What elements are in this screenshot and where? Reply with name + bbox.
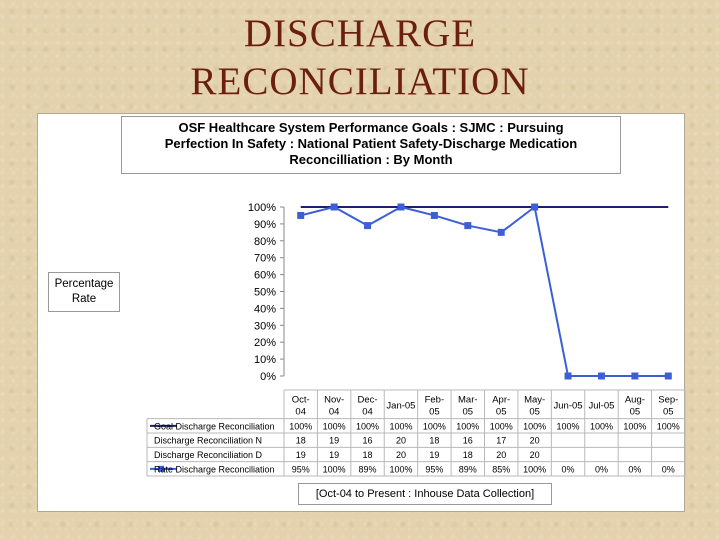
rate-point bbox=[397, 204, 404, 211]
y-tick-label: 0% bbox=[260, 371, 276, 383]
rate-point bbox=[364, 222, 371, 229]
x-tick-label: 04 bbox=[362, 406, 373, 418]
table-cell: 100% bbox=[656, 421, 680, 432]
table-cell: 100% bbox=[422, 421, 446, 432]
x-tick-label: Oct- bbox=[291, 394, 310, 406]
x-tick-label: 05 bbox=[495, 406, 507, 418]
table-cell: 18 bbox=[362, 450, 373, 460]
x-tick-label: 04 bbox=[328, 406, 340, 418]
table-cell: 18 bbox=[462, 450, 473, 460]
table-cell: 19 bbox=[295, 450, 306, 460]
x-tick-label: Nov- bbox=[324, 394, 345, 406]
rate-point bbox=[297, 212, 304, 219]
x-tick-label: 05 bbox=[429, 406, 440, 418]
x-tick-label: Aug- bbox=[624, 394, 645, 406]
table-cell: 100% bbox=[623, 421, 647, 432]
table-cell: 100% bbox=[289, 421, 313, 432]
y-tick-label: 80% bbox=[253, 235, 276, 248]
table-cell: 20 bbox=[496, 450, 507, 460]
table-cell: 20 bbox=[529, 435, 540, 446]
table-cell: 18 bbox=[295, 435, 306, 446]
chart-title-line-2: Perfection In Safety : National Patient Safety-Discharge Medication bbox=[164, 136, 578, 151]
y-tick-label: 90% bbox=[253, 218, 276, 231]
y-tick-label: 20% bbox=[253, 337, 276, 350]
table-cell: 19 bbox=[329, 435, 340, 446]
table-cell: 89% bbox=[358, 464, 377, 475]
rate-point bbox=[531, 204, 538, 211]
x-tick-label: Feb- bbox=[424, 394, 445, 406]
legend-label: Goal Discharge Reconciliation bbox=[154, 421, 275, 432]
rate-point bbox=[565, 373, 572, 380]
table-cell: 19 bbox=[429, 450, 440, 460]
x-tick-label: Sep- bbox=[658, 394, 679, 406]
table-cell: 89% bbox=[458, 464, 477, 475]
rate-point bbox=[665, 373, 672, 380]
legend-label: Discharge Reconciliation N bbox=[154, 435, 263, 446]
table-cell: 100% bbox=[322, 421, 346, 432]
x-tick-label: 05 bbox=[663, 406, 674, 418]
table-cell: 100% bbox=[489, 421, 513, 432]
rate-line bbox=[301, 207, 669, 376]
rate-point bbox=[331, 204, 338, 211]
y-tick-label: 30% bbox=[253, 320, 276, 333]
table-cell: 100% bbox=[389, 421, 413, 432]
x-tick-label: 04 bbox=[295, 406, 306, 418]
rate-point bbox=[631, 373, 638, 380]
table-cell: 20 bbox=[395, 435, 406, 446]
x-tick-label: 05 bbox=[529, 406, 540, 418]
table-cell: 16 bbox=[462, 435, 473, 446]
table-cell: 0% bbox=[628, 464, 642, 475]
rate-point bbox=[464, 222, 471, 229]
x-tick-label: Jan-05 bbox=[386, 400, 416, 412]
rate-point bbox=[498, 229, 505, 236]
table-cell: 0% bbox=[594, 464, 608, 475]
x-tick-label: Jul-05 bbox=[588, 400, 615, 412]
table-cell: 100% bbox=[356, 421, 380, 432]
table-cell: 85% bbox=[492, 464, 511, 475]
y-tick-label: 50% bbox=[253, 286, 276, 299]
table-cell: 16 bbox=[362, 435, 373, 446]
chart-title-line-3: Reconcilliation : By Month bbox=[289, 152, 453, 167]
rate-point bbox=[598, 373, 605, 380]
table-cell: 100% bbox=[322, 464, 346, 475]
legend-label: Rate Discharge Reconciliation bbox=[154, 464, 275, 475]
table-cell: 0% bbox=[661, 464, 675, 475]
y-tick-label: 100% bbox=[247, 202, 276, 214]
x-tick-label: Apr- bbox=[492, 394, 511, 406]
slide-title-line-1: DISCHARGE bbox=[243, 12, 477, 55]
y-tick-label: 60% bbox=[253, 269, 276, 282]
table-cell: 95% bbox=[425, 464, 444, 475]
rate-point bbox=[431, 212, 438, 219]
x-tick-label: Jun-05 bbox=[553, 400, 583, 412]
y-tick-label: 40% bbox=[253, 303, 276, 316]
table-cell: 100% bbox=[389, 464, 413, 475]
y-tick-label: 70% bbox=[253, 252, 276, 265]
table-cell: 100% bbox=[456, 421, 480, 432]
table-cell: 100% bbox=[589, 421, 613, 432]
x-tick-label: Dec- bbox=[357, 394, 378, 406]
table-cell: 19 bbox=[329, 450, 340, 460]
x-tick-label: 05 bbox=[462, 406, 474, 418]
table-cell: 18 bbox=[429, 435, 440, 446]
table-cell: 100% bbox=[523, 464, 547, 475]
chart-title-line-1: OSF Healthcare System Performance Goals : SJMC : Pursuing bbox=[178, 120, 564, 135]
y-axis-label-line-1: Percentage bbox=[54, 278, 114, 290]
table-cell: 100% bbox=[523, 421, 547, 432]
slide-title-line-2: RECONCILIATION bbox=[190, 60, 530, 103]
table-cell: 20 bbox=[395, 450, 406, 460]
x-tick-label: May- bbox=[524, 394, 546, 406]
x-tick-label: 05 bbox=[629, 406, 641, 418]
legend-label: Discharge Reconciliation D bbox=[154, 450, 263, 460]
table-cell: 100% bbox=[556, 421, 580, 432]
table-cell: 20 bbox=[529, 450, 540, 460]
table-cell: 17 bbox=[496, 435, 507, 446]
table-cell: 0% bbox=[561, 464, 575, 475]
table-cell: 95% bbox=[291, 464, 310, 475]
source-note: [Oct-04 to Present : Inhouse Data Collection] bbox=[298, 483, 552, 505]
y-tick-label: 10% bbox=[253, 354, 276, 367]
x-tick-label: Mar- bbox=[458, 394, 478, 406]
y-axis-label-line-2: Rate bbox=[71, 293, 97, 305]
